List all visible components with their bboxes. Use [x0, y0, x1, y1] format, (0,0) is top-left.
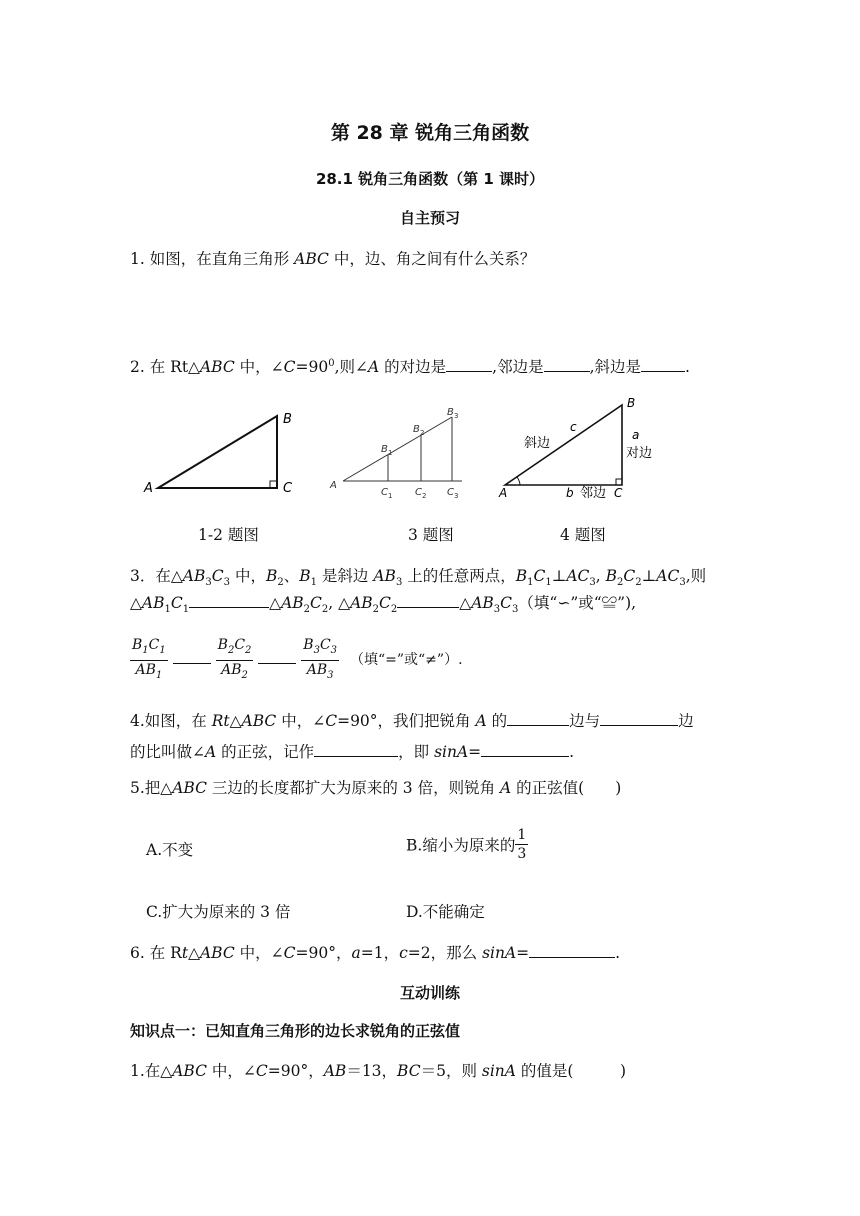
ratio-3: $\frac{B_3C_3}{AB_3}$ — [303, 637, 338, 681]
lesson-title: 28.1 锐角三角函数（第 1 课时） — [315, 170, 545, 188]
fig2-sub-3: 3 — [454, 412, 459, 420]
blank[interactable] — [258, 649, 296, 664]
question-3-line-2: $\triangle AB_1C_1$ $\triangle AB_2C_2$, $\triangle AB_2C_2$ $\triangle AB_3C_3$（填“∽”或“≌”), — [130, 594, 637, 616]
blank[interactable] — [397, 593, 459, 608]
question-6: 6. 在 Rt△ABC 中，∠C=90°，a=1，c=2，那么 sinA= . — [130, 944, 621, 962]
question-4-line-1: 4.如图，在 Rt△ABC 中，∠C=90°，我们把锐角 A 的 边与 边 — [130, 712, 694, 730]
question-1: 1. 如图，在直角三角形 ABC 中，边、角之间有什么关系？ — [130, 250, 536, 268]
blank[interactable] — [544, 357, 590, 372]
caption-fig-1: 1-2 题图 — [198, 526, 259, 544]
fig3-label-c: C — [614, 486, 623, 500]
fig3-label-b: B — [627, 396, 636, 410]
option-b[interactable]: B.缩小为原来的 $\frac{1}{3}$ — [406, 827, 527, 862]
blank[interactable] — [507, 711, 569, 726]
fig2-sub-3: 3 — [454, 492, 459, 500]
fig3-label-side-c: c — [570, 420, 577, 434]
option-a[interactable]: A.不变 — [146, 841, 194, 859]
blank[interactable] — [641, 357, 685, 372]
ratio-1: $\frac{B_1C_1}{AB_1}$ — [132, 637, 166, 681]
fig3-label-side-a: a — [632, 428, 640, 442]
fig1-label-b: B — [283, 412, 292, 427]
fig2-sub-1: 1 — [388, 449, 393, 457]
question-3-ratios: $\frac{B_1C_1}{AB_1}$ $\frac{B_2C_2}{AB_2}$ $\frac{B_3C_3}{AB_3}$ （填“=”或“≠”）. — [130, 636, 463, 685]
chapter-title: 第 28 章 锐角三角函数 — [330, 122, 530, 144]
fig2-label-b2: B — [413, 424, 420, 435]
fig2-label-a: A — [330, 480, 337, 491]
fig3-label-adjacent: 邻边 — [580, 486, 607, 501]
figure-3-triangle — [505, 405, 622, 485]
caption-fig-4: 4 题图 — [560, 526, 606, 544]
fig3-label-opposite: 对边 — [626, 446, 653, 461]
blank[interactable] — [529, 943, 615, 958]
figure-1-triangle — [158, 416, 277, 488]
fig1-label-a: A — [144, 481, 153, 496]
triangle-figures — [0, 395, 860, 510]
section-preview-heading: 自主预习 — [399, 209, 460, 227]
fig2-sub-2: 2 — [422, 492, 427, 500]
question-4-line-2: 的比叫做∠A 的正弦，记作 ，即 sinA= . — [130, 743, 575, 761]
question-3-line-1: 3．在$\triangle AB_3C_3$ 中，$B_2$、$B_1$ 是斜边 $AB_3$ 上的任意两点，$B_1C_1\perp AC_3$, $B_2C_2\perp AC_3$,则 — [130, 567, 707, 589]
caption-fig-3: 3 题图 — [408, 526, 454, 544]
fig2-label-c2: C — [415, 487, 422, 498]
figure-2-triangles — [343, 417, 462, 481]
option-c[interactable]: C.扩大为原来的 3 倍 — [146, 903, 291, 921]
blank[interactable] — [600, 711, 678, 726]
knowledge-point-1: 知识点一：已知直角三角形的边长求锐角的正弦值 — [130, 1022, 461, 1040]
fig2-label-b3: B — [447, 407, 454, 418]
fig2-sub-2: 2 — [420, 429, 425, 437]
fig3-label-hypotenuse: 斜边 — [524, 436, 551, 451]
fig2-sub-1: 1 — [388, 492, 393, 500]
blank[interactable] — [189, 593, 269, 608]
question-5: 5.把△ABC 三边的长度都扩大为原来的 3 倍，则锐角 A 的正弦值( ) — [130, 779, 622, 797]
fig2-label-b1: B — [381, 444, 388, 455]
question-2: 2. 在 Rt△ABC 中，$\angle C=90^0$,则∠A 的对边是 ,邻边是 ,斜边是 . — [130, 357, 690, 376]
fig2-label-c1: C — [381, 487, 388, 498]
fig3-label-a: A — [499, 486, 508, 500]
fig3-label-side-b: b — [566, 486, 574, 500]
blank[interactable] — [446, 357, 492, 372]
fig1-label-c: C — [283, 481, 293, 496]
fig2-label-c3: C — [447, 487, 454, 498]
section-training-heading: 互动训练 — [399, 984, 460, 1002]
blank[interactable] — [481, 742, 569, 757]
option-d[interactable]: D.不能确定 — [406, 903, 485, 921]
training-question-1: 1.在△ABC 中，∠C=90°，AB＝13，BC＝5，则 sinA 的值是( ) — [130, 1062, 627, 1080]
ratio-2: $\frac{B_2C_2}{AB_2}$ — [217, 637, 252, 681]
blank[interactable] — [173, 649, 211, 664]
blank[interactable] — [314, 742, 398, 757]
